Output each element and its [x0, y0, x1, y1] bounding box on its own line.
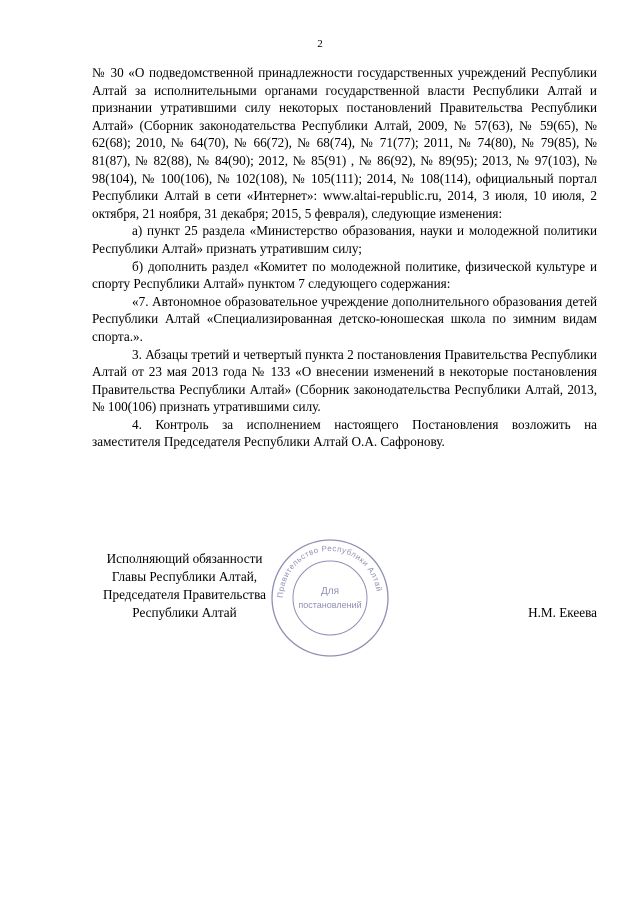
page-number: 2: [317, 38, 323, 50]
paragraph-continuation: № 30 «О подведомственной принадлежности государственных учреждений Республики Алтай за исполнительными органами государственной власти Республики Алтай и признании утратившими силу некоторых постановлений Правительства Республики Алтай» (Сборник законодательства Республики Алтай, 2009, № 57(63), № 59(65), № 62(68); 2010, № 64(70), № 66(72), № 68(74), № 71(77); 2011, № 74(80), № 79(85), № 81(87), № 82(88), № 84(90); 2012, № 85(91) , № 86(92), № 89(95); 2013, № 97(103), № 98(104), № 100(106), № 102(108), № 105(111); 2014, № 108(114), официальный портал Республики Алтай в сети «Интернет»: www.altai-republic.ru, 2014, 3 июля, 10 июля, 2 октября, 21 ноября, 31 декабря; 2015, 5 февраля), следующие изменения:: [92, 65, 597, 221]
paragraph-point-4: 4. Контроль за исполнением настоящего Постановления возложить на заместителя Председателя Республики Алтай О.А. Сафронову.: [92, 416, 597, 450]
signatory-title-line: Исполняющий обязанности: [106, 551, 263, 566]
stamp-center-text: Для: [320, 586, 340, 597]
paragraph-item-a: а) пункт 25 раздела «Министерство образования, науки и молодежной политики Республики Алтай» признать утратившим силу;: [92, 223, 597, 256]
paragraph-item-b: б) дополнить раздел «Комитет по молодежной политике, физической культуре и спорту Республики Алтай» пунктом 7 следующего содержания:: [92, 258, 597, 292]
signatory-title-line: Главы Республики Алтай,: [111, 569, 258, 584]
paragraph-point-3: 3. Абзацы третий и четвертый пункта 2 постановления Правительства Республики Алтай от 23 мая 2013 года № 133 «О внесении изменений в некоторые постановления Правительства Республики Алтай» (Сборник законодательства Республики Алтай, 2013, № 100(106) признать утратившими силу.: [92, 346, 597, 415]
signatory-title: [92, 550, 277, 622]
stamp-inner-ring: [293, 561, 367, 635]
signature-block: [92, 543, 597, 640]
signatory-title-line: Республики Алтай: [132, 605, 237, 620]
stamp-ring-text: Правительство Республики Алтай: [275, 543, 384, 599]
signatory-name: Н.М. Екеева: [528, 605, 597, 620]
document-body: [92, 64, 597, 451]
stamp-center-text: постановлений: [298, 600, 362, 610]
paragraph-quote-7: «7. Автономное образовательное учреждение дополнительного образования детей Республики Алтай «Специализированная детско-юношеская школа по зимним видам спорта.».: [92, 293, 597, 344]
official-stamp: [268, 536, 392, 660]
signatory-title-line: Председателя Правительства: [103, 587, 266, 602]
stamp-outer-ring: [272, 540, 388, 656]
